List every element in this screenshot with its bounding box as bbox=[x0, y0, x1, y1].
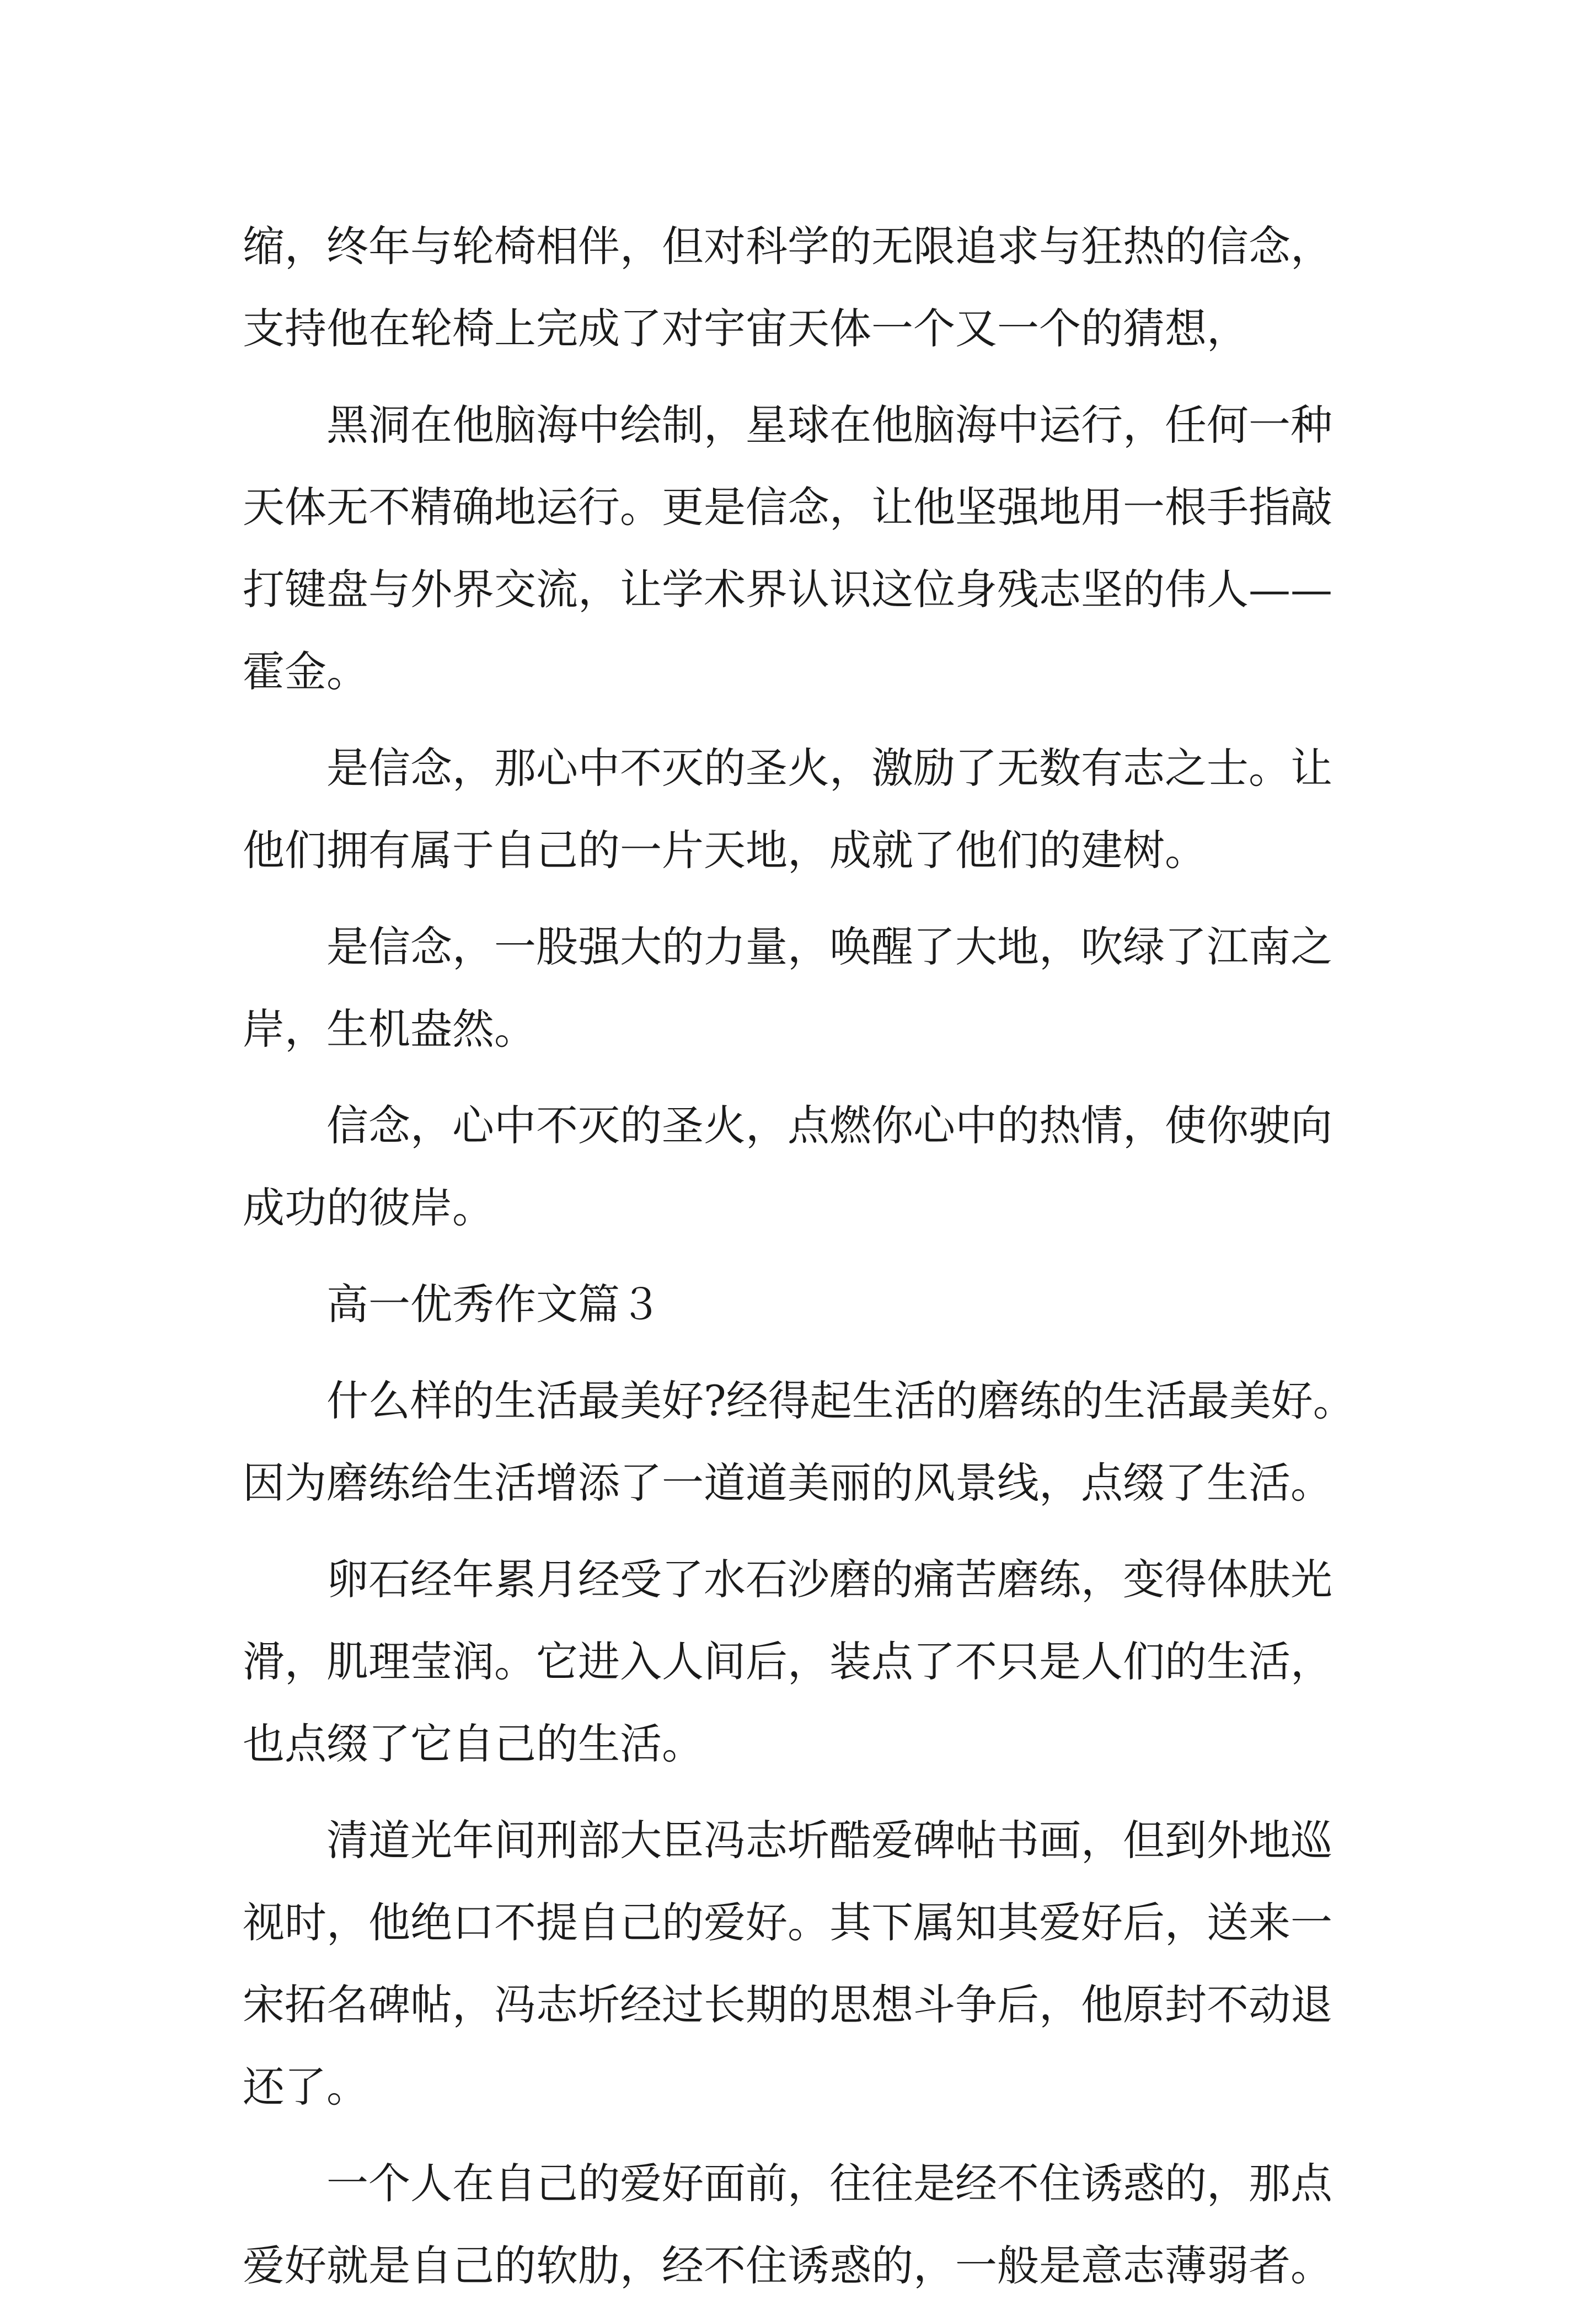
heading-text: 高一优秀作文篇３ bbox=[326, 1280, 662, 1329]
paragraph-line: 卵石经年累月经受了水石沙磨的痛苦磨练，变得体肤光 bbox=[326, 1555, 1332, 1604]
paragraph bbox=[243, 205, 1390, 370]
paragraph bbox=[243, 1360, 1390, 1524]
paragraph-line: 是信念，那心中不灭的圣火，激励了无数有志之士。让 bbox=[326, 744, 1332, 793]
paragraph-line: 缩，终年与轮椅相伴，但对科学的无限追求与狂热的信念， bbox=[243, 222, 1332, 271]
section-heading bbox=[243, 1263, 1390, 1345]
paragraph-line: 天体无不精确地运行。更是信念，让他坚强地用一根手指敲 bbox=[243, 483, 1332, 532]
paragraph bbox=[243, 1538, 1390, 1785]
paragraph-line: 信念，心中不灭的圣火，点燃你心中的热情，使你驶向 bbox=[326, 1101, 1332, 1150]
paragraph-line: 一个人在自己的爱好面前，往往是经不住诱惑的，那点 bbox=[326, 2159, 1332, 2208]
paragraph-line: 爱好就是自己的软肋，经不住诱惑的，一般是意志薄弱者。 bbox=[243, 2241, 1332, 2290]
paragraph-line: 霍金。 bbox=[243, 647, 368, 696]
paragraph-line: 也点缀了它自己的生活。 bbox=[243, 1719, 704, 1768]
paragraph bbox=[243, 2142, 1390, 2307]
paragraph-line: 因为磨练给生活增添了一道道美丽的风景线，点缀了生活。 bbox=[243, 1458, 1332, 1507]
paragraph-line: 视时，他绝口不提自己的爱好。其下属知其爱好后，送来一 bbox=[243, 1898, 1332, 1947]
paragraph-line: 清道光年间刑部大臣冯志圻酷爱碑帖书画，但到外地巡 bbox=[326, 1816, 1332, 1865]
paragraph-line: 什么样的生活最美好?经得起生活的磨练的生活最美好。 bbox=[326, 1376, 1355, 1425]
paragraph-line: 成功的彼岸。 bbox=[243, 1183, 494, 1232]
paragraph-line: 打键盘与外界交流，让学术界认识这位身残志坚的伟人—— bbox=[243, 565, 1332, 614]
paragraph-line: 支持他在轮椅上完成了对宇宙天体一个又一个的猜想， bbox=[243, 304, 1249, 353]
paragraph-line: 是信念，一股强大的力量，唤醒了大地，吹绿了江南之 bbox=[326, 922, 1332, 971]
paragraph-line: 岸，生机盎然。 bbox=[243, 1004, 536, 1053]
paragraph bbox=[243, 1799, 1390, 2128]
paragraph-line: 他们拥有属于自己的一片天地，成就了他们的建树。 bbox=[243, 826, 1207, 875]
paragraph-line: 宋拓名碑帖，冯志圻经过长期的思想斗争后，他原封不动退 bbox=[243, 1980, 1332, 2029]
paragraph-line: 滑，肌理莹润。它进入人间后，装点了不只是人们的生活， bbox=[243, 1637, 1332, 1686]
paragraph bbox=[243, 384, 1390, 713]
document-body bbox=[243, 205, 1390, 2321]
paragraph bbox=[243, 906, 1390, 1070]
paragraph bbox=[243, 727, 1390, 891]
paragraph-line: 黑洞在他脑海中绘制，星球在他脑海中运行，任何一种 bbox=[326, 400, 1332, 450]
paragraph-line: 还了。 bbox=[243, 2062, 368, 2111]
paragraph bbox=[243, 1084, 1390, 1249]
